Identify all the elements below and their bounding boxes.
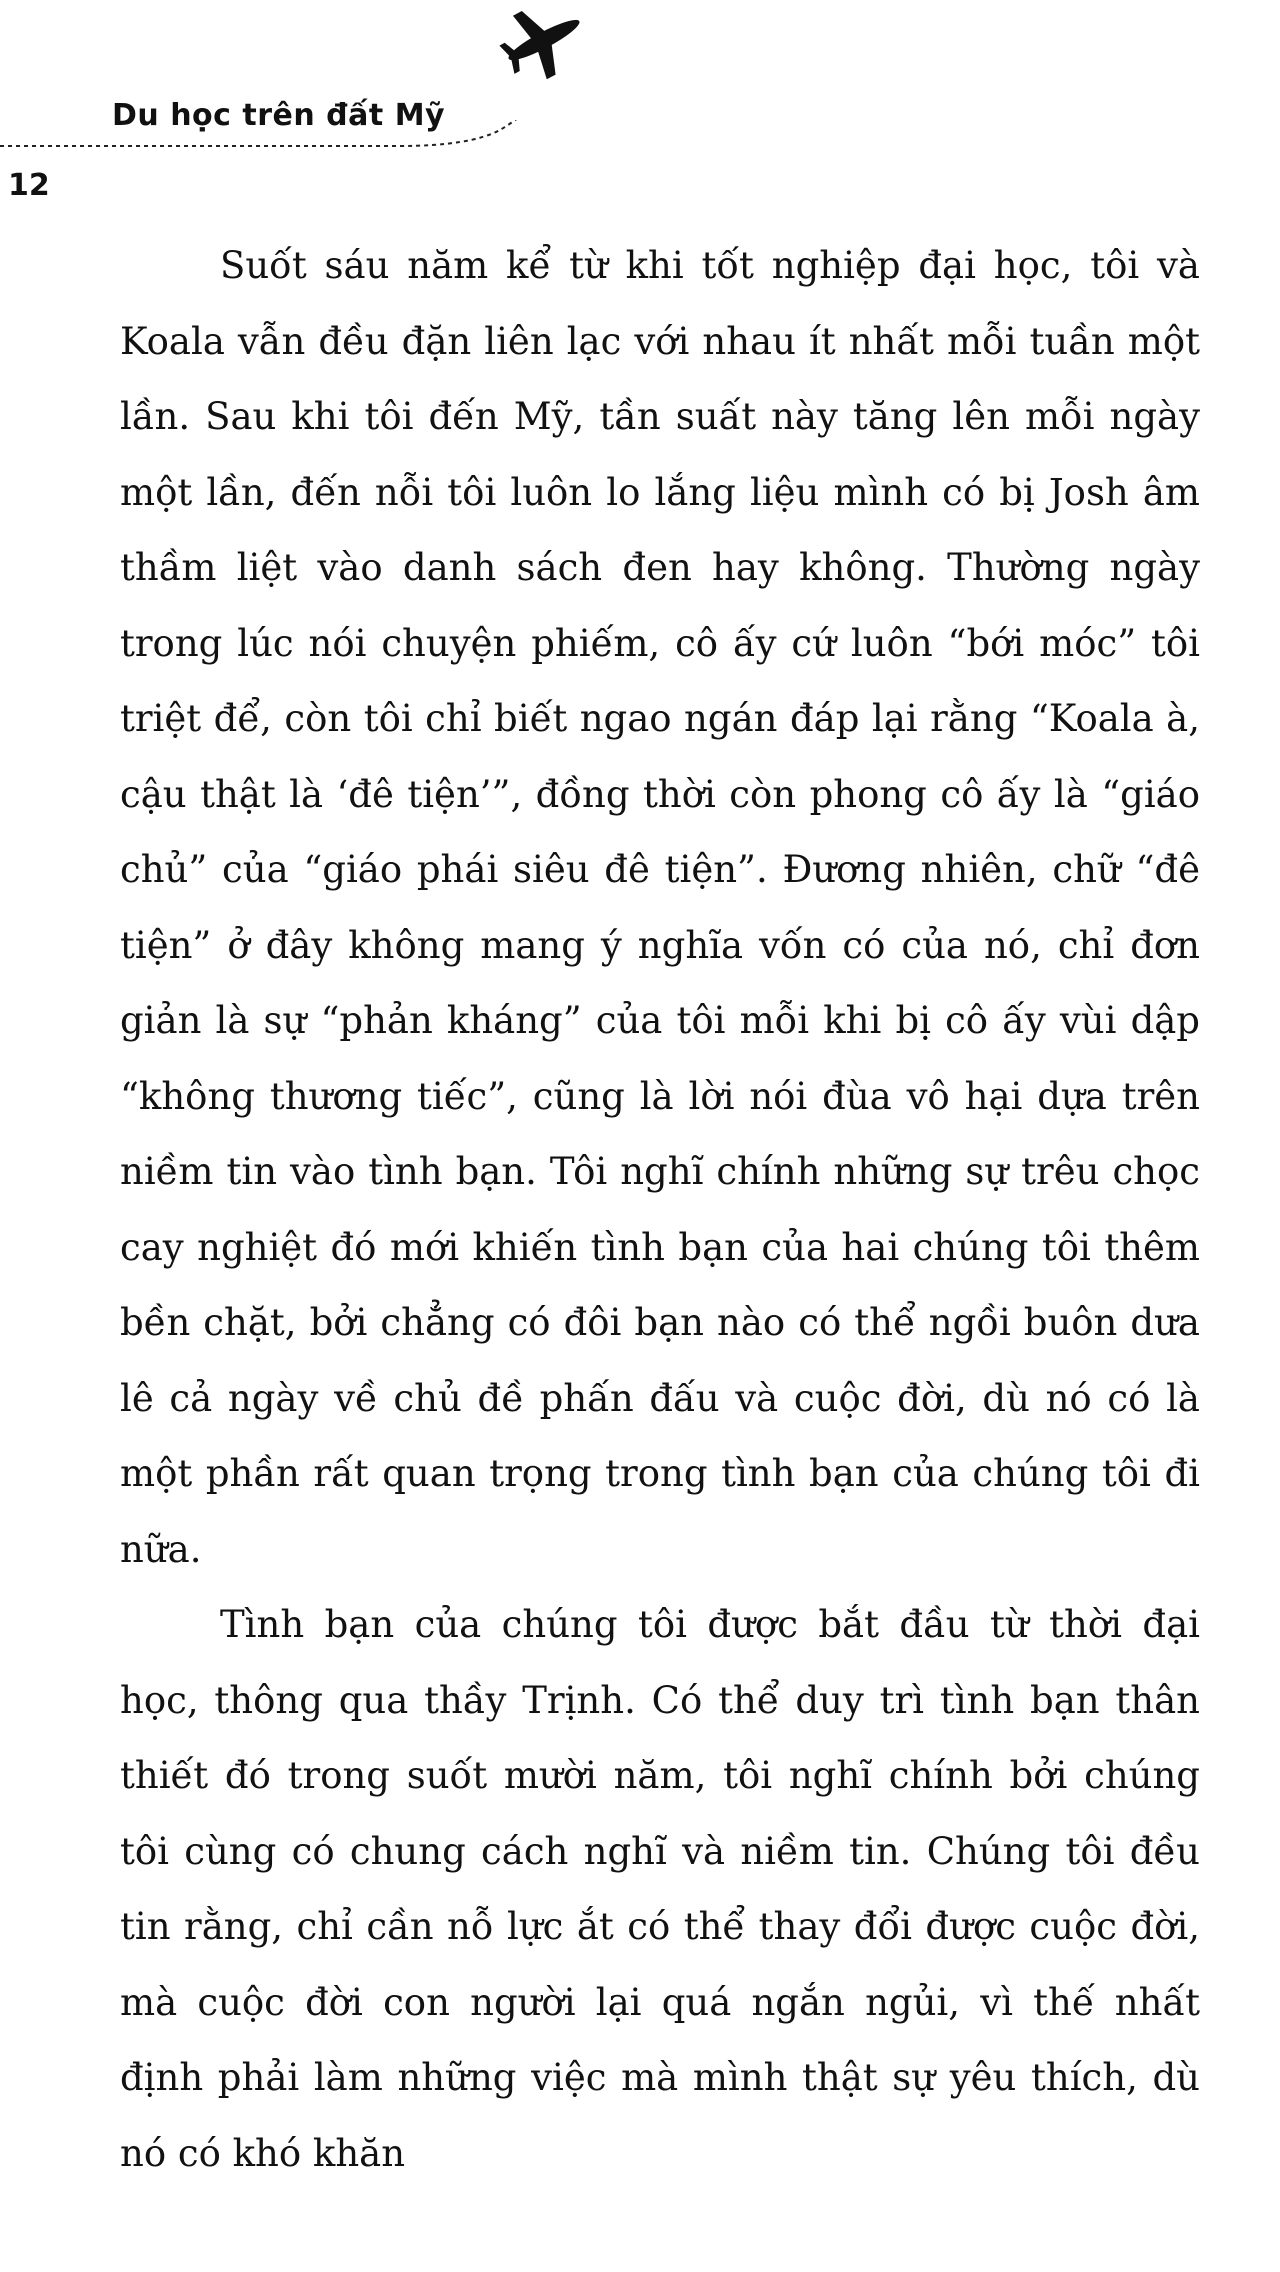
paragraph: Suốt sáu năm kể từ khi tốt nghiệp đại học, tôi và Koala vẫn đều đặn liên lạc với nhau ít nhất mỗi tuần một lần. Sau khi tôi đến Mỹ, tần suất này tăng lên mỗi ngày một lần, đến nỗi tôi luôn lo lắng liệu mình có bị Josh âm thầm liệt vào danh sách đen hay không. Thường ngày trong lúc nói chuyện phiếm, cô ấy cứ luôn “bới móc” tôi triệt để, còn tôi chỉ biết ngao ngán đáp lại rằng “Koala à, cậu thật là ‘đê tiện’”, đồng thời còn phong cô ấy là “giáo chủ” của “giáo phái siêu đê tiện”. Đương nhiên, chữ “đê tiện” ở đây không mang ý nghĩa vốn có của nó, chỉ đơn giản là sự “phản kháng” của tôi mỗi khi bị cô ấy vùi dập “không thương tiếc”, cũng là lời nói đùa vô hại dựa trên niềm tin vào tình bạn. Tôi nghĩ chính những sự trêu chọc cay nghiệt đó mới khiến tình bạn của hai chúng tôi thêm bền chặt, bởi chẳng có đôi bạn nào có thể ngồi buôn dưa lê cả ngày về chủ đề phấn đấu và cuộc đời, dù nó có là một phần rất quan trọng trong tình bạn của chúng tôi đi nữa.	[120, 244, 1200, 1571]
paragraph: Tình bạn của chúng tôi được bắt đầu từ thời đại học, thông qua thầy Trịnh. Có thể duy trì tình bạn thân thiết đó trong suốt mười năm, tôi nghĩ chính bởi chúng tôi cùng có chung cách nghĩ và niềm tin. Chúng tôi đều tin rằng, chỉ cần nỗ lực ắt có thể thay đổi được cuộc đời, mà cuộc đời con người lại quá ngắn ngủi, vì thế nhất định phải làm những việc mà mình thật sự yêu thích, dù nó có khó khăn	[120, 1603, 1200, 2175]
running-header-title: Du học trên đất Mỹ	[112, 98, 446, 133]
airplane-icon	[488, 0, 600, 80]
page-number: 12	[8, 168, 50, 203]
body-text	[120, 228, 1200, 2191]
